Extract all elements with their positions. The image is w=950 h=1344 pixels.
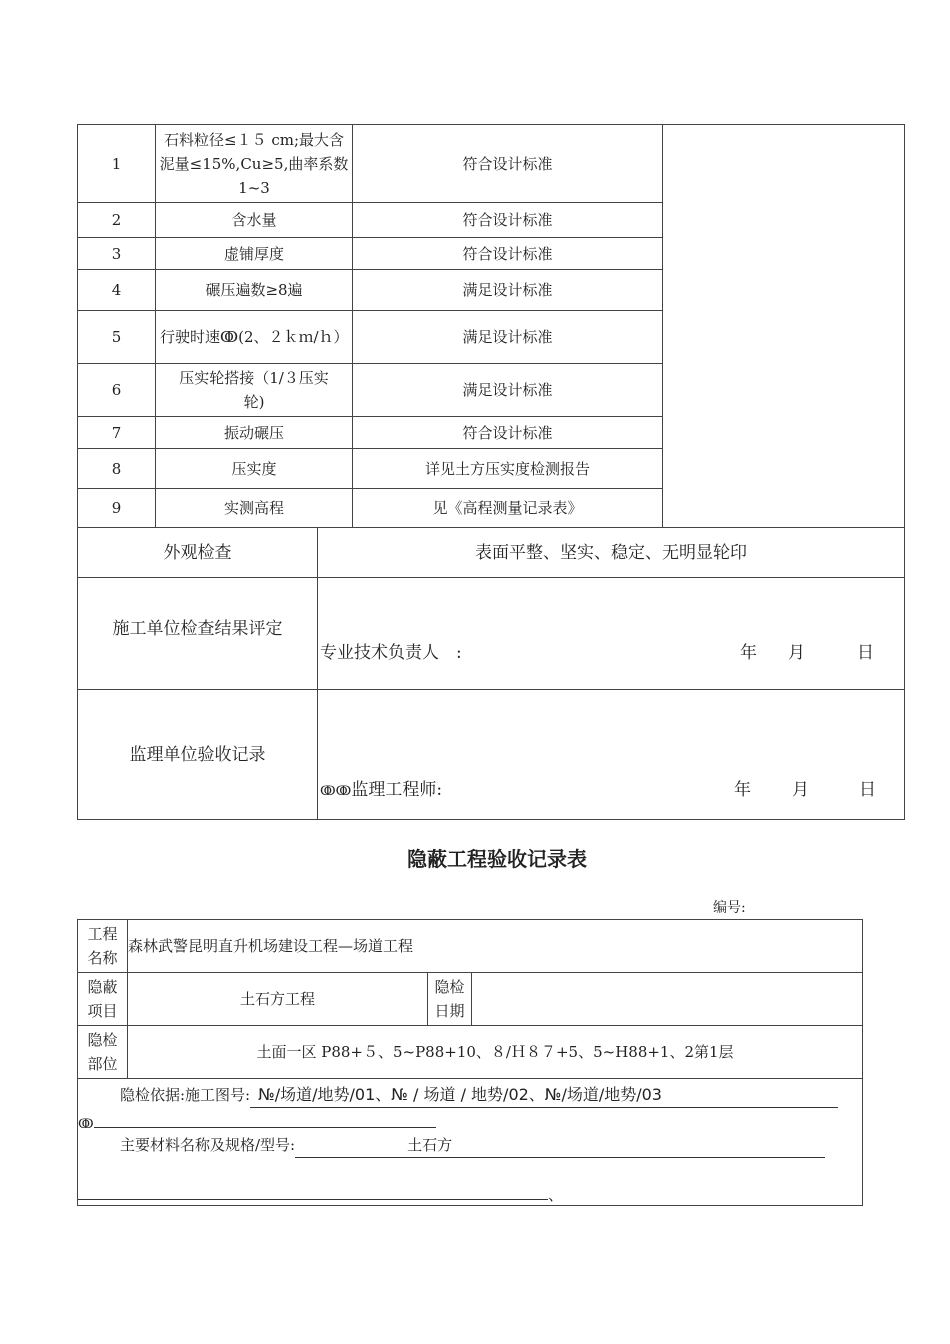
remarks-cell xyxy=(663,125,905,528)
project-row xyxy=(78,920,863,973)
item-no: 6 xyxy=(78,364,156,417)
item-no: 1 xyxy=(78,125,156,203)
item-name: 碾压遍数≥8遍 xyxy=(156,270,353,311)
year-label: 年 xyxy=(740,643,757,663)
construction-eval-cell xyxy=(318,578,905,690)
material-line xyxy=(120,1133,825,1158)
trailing-mark: 、 xyxy=(548,1186,564,1204)
material-label: 主要材料名称及规格/型号: xyxy=(120,1136,296,1154)
item-result: 符合设计标准 xyxy=(353,125,663,203)
location-value: 土面一区 P88+５、5~P88+10、８/Ｈ８７+5、5~H88+1、2第1层 xyxy=(128,1026,863,1079)
date-label: 隐检日期 xyxy=(428,973,472,1026)
item-result: 详见土方压实度检测报告 xyxy=(353,449,663,489)
continuation-underline xyxy=(94,1107,436,1128)
supervision-row xyxy=(78,690,905,820)
item-value: 土石方工程 xyxy=(128,973,428,1026)
project-value: 森林武警昆明直升机场建设工程—场道工程 xyxy=(128,920,863,973)
construction-eval-row xyxy=(78,578,905,690)
item-label: 隐蔽项目 xyxy=(78,973,128,1026)
location-label: 隐检部位 xyxy=(78,1026,128,1079)
item-row xyxy=(78,973,863,1026)
supervisor-signature-label xyxy=(320,778,442,804)
item-result: 满足设计标准 xyxy=(353,311,663,364)
item-name: 振动碾压 xyxy=(156,417,353,449)
evaluation-table xyxy=(77,527,905,820)
item-name: 含水量 xyxy=(156,203,353,238)
serial-number-label: 编号: xyxy=(713,900,746,916)
item-name: 压实轮搭接（1/３压实轮) xyxy=(156,364,353,417)
day-label: 日 xyxy=(859,780,876,800)
item-name: 石料粒径≤１５ cm;最大含泥量≤15%,Cu≥5,曲率系数1~3 xyxy=(156,125,353,203)
project-label: 工程名称 xyxy=(78,920,128,973)
day-label: 日 xyxy=(857,643,874,663)
item-result: 符合设计标准 xyxy=(353,203,663,238)
appearance-label: 外观检查 xyxy=(78,528,318,578)
appearance-row xyxy=(78,528,905,578)
basis-line xyxy=(120,1083,838,1108)
item-name: 虚铺厚度 xyxy=(156,238,353,270)
item-result: 满足设计标准 xyxy=(353,270,663,311)
mark-icon: ↂↂ xyxy=(320,784,352,799)
inspection-items-table xyxy=(77,124,905,528)
item-result: 满足设计标准 xyxy=(353,364,663,417)
form-title: 隐蔽工程验收记录表 xyxy=(407,847,587,871)
mark-icon: ↂ xyxy=(78,1117,94,1132)
hidden-works-table xyxy=(77,919,863,1206)
technical-lead-signature-label: 专业技术负责人 : xyxy=(320,643,462,663)
trailing-underline xyxy=(78,1179,548,1200)
date-value xyxy=(472,973,863,1026)
basis-cell xyxy=(78,1079,863,1206)
item-result: 符合设计标准 xyxy=(353,238,663,270)
drawing-numbers: №/场道/地势/01、№ / 场道 / 地势/02、№/场道/地势/03 xyxy=(250,1083,838,1108)
trailing-line xyxy=(78,1179,563,1207)
item-result: 见《高程测量记录表》 xyxy=(353,489,663,528)
item-result: 符合设计标准 xyxy=(353,417,663,449)
item-no: 9 xyxy=(78,489,156,528)
item-no: 2 xyxy=(78,203,156,238)
item-no: 5 xyxy=(78,311,156,364)
item-no: 3 xyxy=(78,238,156,270)
table-row xyxy=(78,125,905,203)
basis-label: 隐检依据:施工图号: xyxy=(120,1086,251,1104)
material-value: 土石方 xyxy=(295,1133,825,1158)
month-label: 月 xyxy=(788,643,805,663)
construction-eval-label: 施工单位检查结果评定 xyxy=(78,578,318,690)
appearance-value: 表面平整、坚实、稳定、无明显轮印 xyxy=(318,528,905,578)
month-label: 月 xyxy=(792,780,809,800)
location-row xyxy=(78,1026,863,1079)
year-label: 年 xyxy=(734,780,751,800)
item-name: 行驶时速ↂ(2、２ｋｍ/ｈ） xyxy=(156,311,353,364)
supervision-cell xyxy=(318,690,905,820)
item-name: 实测高程 xyxy=(156,489,353,528)
item-no: 8 xyxy=(78,449,156,489)
item-no: 4 xyxy=(78,270,156,311)
supervisor-label-text: 监理工程师: xyxy=(351,780,443,800)
supervision-label: 监理单位验收记录 xyxy=(78,690,318,820)
item-no: 7 xyxy=(78,417,156,449)
basis-row xyxy=(78,1079,863,1206)
item-name: 压实度 xyxy=(156,449,353,489)
